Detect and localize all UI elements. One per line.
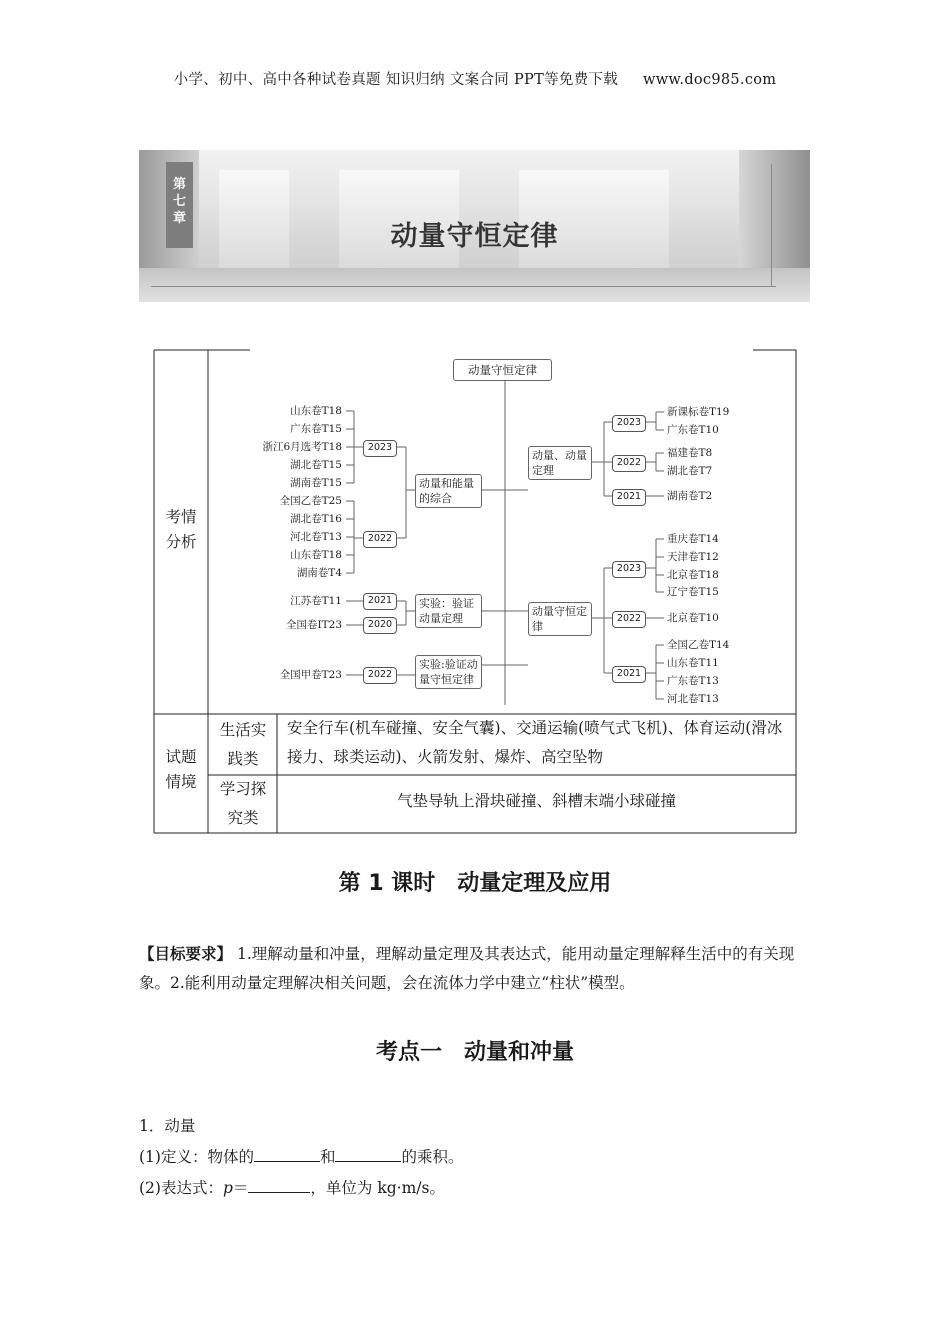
mindmap-leaf: 北京卷T18 (667, 569, 719, 581)
mindmap-leaf: 湖北卷T16 (290, 513, 342, 525)
mindmap-leaf: 福建卷T8 (667, 447, 713, 459)
mindmap-leaf: 浙江6月选考T18 (262, 441, 342, 453)
header-text: 小学、初中、高中各种试卷真题 知识归纳 文案合同 PPT等免费下载 (173, 72, 619, 88)
scene-content-1: 安全行车(机车碰撞、安全气囊)、交通运输(喷气式飞机)、体育运动(滑冰接力、球类运动)、火箭发射、爆炸、高空坠物 (287, 719, 783, 766)
row-label-analysis: 考情分析 (165, 508, 197, 551)
mindmap-root: 动量守恒定律 (453, 359, 552, 381)
mindmap-year: 2023 (612, 561, 646, 578)
kaodian-title: 考点一 动量和冲量 (375, 1040, 574, 1065)
lesson-title: 第 1 课时 动量定理及应用 (338, 871, 612, 896)
expression-line: (2)表达式：p＝ ，单位为 kg·m/s。 (139, 1179, 445, 1197)
mindmap-leaf: 广东卷T15 (290, 423, 342, 435)
mindmap-leaf: 湖南卷T2 (667, 490, 713, 502)
mindmap-leaf: 北京卷T10 (667, 612, 719, 624)
goal-paragraph (139, 940, 811, 998)
mindmap-leaf: 全国甲卷T23 (279, 669, 342, 681)
mindmap-leaf: 山东卷T11 (667, 657, 719, 669)
mindmap-leaf: 广东卷T10 (667, 424, 719, 436)
chapter-tag: 第七章 (166, 162, 193, 248)
mindmap-leaf: 山东卷T18 (290, 549, 342, 561)
mindmap-leaf: 广东卷T13 (667, 675, 719, 687)
mindmap-leaf: 辽宁卷T15 (667, 586, 719, 598)
mindmap-leaf: 天津卷T12 (667, 551, 719, 563)
mindmap-leaf: 山东卷T18 (290, 405, 342, 417)
mindmap-leaf: 湖北卷T15 (290, 459, 342, 471)
scene-type-1: 生活实践类 (219, 721, 267, 768)
mindmap-year: 2023 (363, 440, 397, 457)
fill-blank[interactable] (248, 1178, 310, 1193)
mindmap-year: 2022 (363, 667, 397, 684)
section-heading: 1．动量 (139, 1117, 196, 1135)
mindmap-topic-exp-theorem: 实验：验证动量定理 (415, 594, 482, 628)
mindmap-leaf: 全国卷ⅠT23 (285, 619, 342, 631)
mindmap-topic-exp-conservation: 实验:验证动量守恒定律 (415, 655, 482, 689)
fill-blank[interactable] (335, 1147, 401, 1162)
mindmap-year: 2020 (363, 617, 397, 634)
fill-blank[interactable] (254, 1147, 320, 1162)
scene-content-2: 气垫导轨上滑块碰撞、斜槽末端小球碰撞 (396, 792, 676, 810)
mindmap-leaf: 新课标卷T19 (667, 406, 730, 418)
mindmap-leaf: 湖南卷T15 (290, 477, 342, 489)
definition-line: (1)定义：物体的 和 的乘积。 (139, 1148, 464, 1166)
mindmap-leaf: 湖南卷T4 (296, 567, 342, 579)
goal-text: 1.理解动量和冲量，理解动量定理及其表达式，能用动量定理解释生活中的有关现象。2.能利用动量定理解决相关问题，会在流体力学中建立“柱状”模型。 (139, 945, 795, 992)
mindmap-year: 2023 (612, 415, 646, 432)
scene-type-2: 学习探究类 (219, 780, 267, 827)
row-label-scene: 试题情境 (165, 748, 197, 791)
mindmap-leaf: 河北卷T13 (667, 693, 719, 705)
goal-tag: 【目标要求】 (139, 945, 233, 963)
mindmap-topic-momentum: 动量、动量定理 (528, 446, 592, 480)
mindmap-year: 2021 (363, 593, 397, 610)
mindmap-topic-energy: 动量和能量的综合 (415, 474, 482, 508)
mindmap-topic-conservation: 动量守恒定律 (528, 602, 592, 636)
mindmap-year: 2021 (612, 666, 646, 683)
mindmap-leaf: 全国乙卷T25 (279, 495, 342, 507)
mindmap-leaf: 江苏卷T11 (290, 595, 342, 607)
mindmap-leaf: 湖北卷T7 (667, 465, 713, 477)
mindmap-leaf: 全国乙卷T14 (667, 639, 730, 651)
chapter-title: 动量守恒定律 (390, 221, 559, 252)
header-site: www.doc985.com (643, 72, 777, 88)
mindmap-year: 2022 (612, 611, 646, 628)
mindmap-leaf: 河北卷T13 (290, 531, 342, 543)
mindmap-year: 2022 (612, 455, 646, 472)
mindmap-year: 2022 (363, 531, 397, 548)
mindmap-leaf: 重庆卷T14 (667, 533, 719, 545)
mindmap-year: 2021 (612, 489, 646, 506)
